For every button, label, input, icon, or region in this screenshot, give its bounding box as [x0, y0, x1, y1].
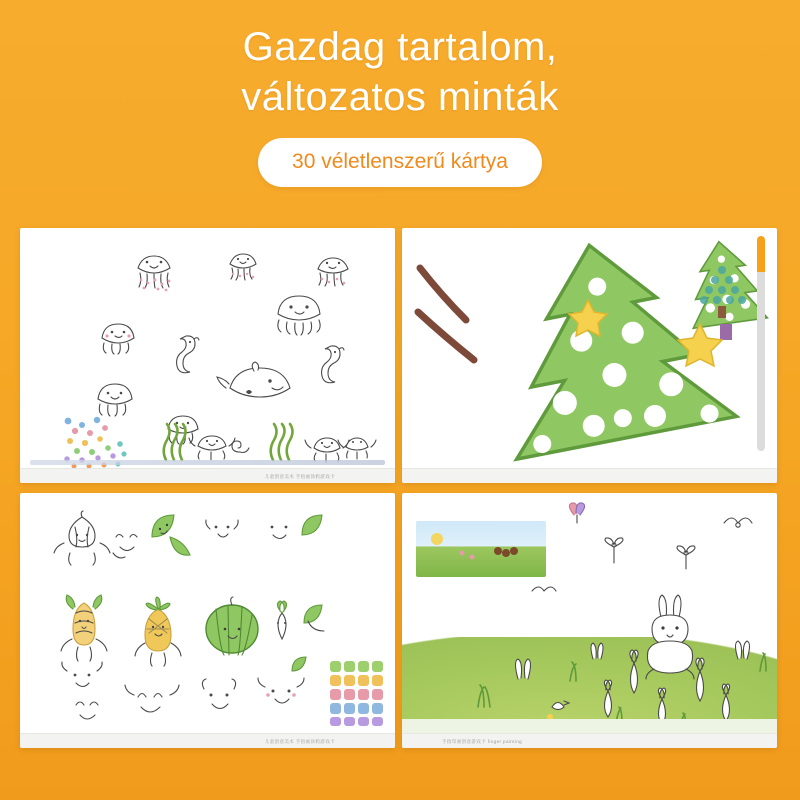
card-baseline-band	[402, 719, 777, 733]
bunny-meadow-doodles	[402, 493, 777, 748]
vegetable-face-doodles	[20, 493, 395, 748]
card-vegetables[interactable]	[20, 493, 395, 748]
sea-life-doodles	[20, 228, 395, 483]
card-cell-2	[402, 228, 782, 493]
seabed-line	[30, 460, 385, 465]
card-sea-life[interactable]	[20, 228, 395, 483]
card-cell-1	[20, 228, 400, 493]
badge-wrap	[0, 138, 800, 187]
page-title	[0, 22, 800, 122]
orange-side-strip	[757, 236, 765, 451]
christmas-tree-doodles	[402, 228, 777, 483]
card-bunny-meadow[interactable]	[402, 493, 777, 748]
card-footer-text-4: 手指印画创意游戏卡 finger painting	[442, 739, 523, 744]
page-title-line1: Gazdag tartalom,	[242, 25, 558, 69]
card-christmas-trees[interactable]	[402, 228, 777, 483]
card-grid	[20, 228, 780, 758]
card-cell-4	[402, 493, 782, 758]
card-footer-1	[20, 468, 395, 483]
card-footer-3	[20, 733, 395, 748]
card-footer-2	[402, 468, 777, 483]
page-title-line2: változatos minták	[241, 75, 559, 119]
card-cell-3	[20, 493, 400, 758]
card-footer-text-1: 儿童创意美术 手指画涂鸦游戏卡	[264, 474, 335, 479]
header	[0, 0, 800, 187]
sticker-strip	[330, 661, 383, 726]
card-footer-text-3: 儿童创意美术 手指画涂鸦游戏卡	[264, 739, 335, 744]
status-badge: 30 véletlenszerű kártya	[258, 138, 542, 187]
